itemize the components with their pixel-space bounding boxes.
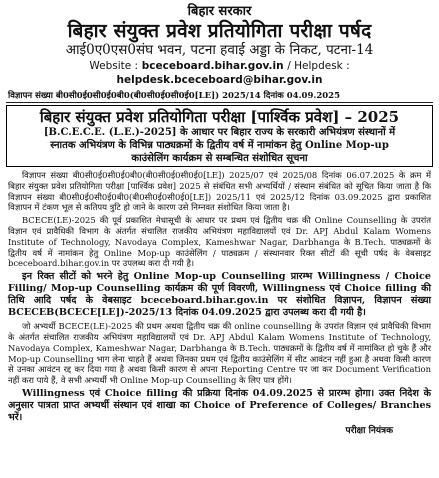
helpdesk-label: / Helpdesk : <box>287 60 350 72</box>
notice-body <box>6 170 433 424</box>
paragraph-4: जो अभ्यर्थी BCECE(LE)-2025 की प्रथम अथवा द्वितीय चक्र की online counselling के उपरांत विज्ञान एवं प्रावैधिकी विभाग के अंतर्गत संचालित राजकीय अभियंत्रण महाविद्यालयों एवं Dr. APJ Abdul Kalam Womens Institute of Technology, Navodaya Complex, Kameshwar Nagar, Darbhanga के B.Tech. पाठ्यक्रमों के द्वितीय वर्ष में नामांकित हो चुके हैं और Mop-up Counselling भाग लेना चाहते हैं अथवा जिनका प्रथम एवं द्वितीय काउंसेलिंग में सीट आवंटन नहीं हुआ है अथवा किसी कारण से उनका आवंटन रद्द कर दिया गया है अथवा किसी कारण से अपना Reporting Centre पर जा कर Document Verification नहीं करा पाये हैं, वे सभी अभ्यर्थी भी Online Mop-up Counselling के लिए पात्र होंगे। <box>8 321 431 386</box>
reference-line <box>6 90 433 103</box>
reference-number: विज्ञापन संख्या बी0सी0ई0सी0ई0बी0(बी0सी0ई0सी0ई0[LE]) 2025/14 दिनांक 04.09.2025 <box>8 91 341 101</box>
notice-title: बिहार संयुक्त प्रवेश प्रतियोगिता परीक्षा [पार्श्विक प्रवेश] – 2025 <box>39 108 400 126</box>
helpdesk-email[interactable]: helpdesk.bceceboard@bihar.gov.in <box>116 74 323 86</box>
paragraph-5: Willingness एवं Choice filling की प्रक्रिया दिनांक 04.09.2025 से प्रारम्भ होगा। उक्त निदेश के अनुसार पात्रता प्राप्त अभ्यर्थी संस्थान एवं शाखा का Choice of Preference of Colleges/ Branches भरें। <box>8 387 431 423</box>
notice-subtitle-1: [B.C.E.C.E. (L.E.)-2025] के आधार पर बिहार राज्य के सरकारी अभियंत्रण संस्थानों में <box>43 127 396 138</box>
contact-line <box>6 59 433 87</box>
board-address: आई0ए0एस0संघ भवन, पटना हवाई अड्डा के निकट, पटना-14 <box>65 42 374 58</box>
paragraph-2: BCECE(LE)-2025 की पूर्व प्रकाशित मेधासूची के आधार पर प्रथम एवं द्वितीय चक्र की Online Counselling के उपरांत विज्ञान एवं प्रावैधिकी विभाग के अंतर्गत संचालित राजकीय अभियंत्रण महाविद्यालयों एवं Dr. APJ Abdul Kalam Womens Institute of Technology, Navodaya Complex, Kameshwar Nagar, Darbhanga के B.Tech. पाठ्यक्रमों के द्वितीय वर्ष में नामांकन हेतु Online Mop-up काउंसेलिंग / पाठ्यक्रम / संस्थानवार रिक्त सीटों की सूची पर्षद के वेबसाइट bceceboard.bihar.gov.in पर उपलब्ध करा दी गयी है। <box>8 215 431 269</box>
website-link[interactable]: bceceboard.bihar.gov.in <box>141 60 284 72</box>
board-name: बिहार संयुक्त प्रवेश प्रतियोगिता परीक्षा पर्षद <box>67 20 372 42</box>
notice-title-box <box>6 105 433 167</box>
signature-controller: परीक्षा नियंत्रक <box>345 425 393 436</box>
govt-label: बिहार सरकार <box>187 4 252 19</box>
notice-subtitle-3: काउंसेलिंग कार्यक्रम से सम्बन्धित संशोधित सूचना <box>131 153 308 164</box>
paragraph-3: इन रिक्त सीटों को भरने हेतु Online Mop-up Counselling प्रारम्भ Willingness / Choice Filling/ Mop-up Counselling कार्यक्रम की पूर्ण विवरणी, Willingness एवं Choice filling की तिथि आदि पर्षद के वेबसाइट bceceboard.bihar.gov.in पर संशोधित विज्ञापन, विज्ञापन संख्या BCECEB(BCECE[LE])-2025/13 दिनांक 04.09.2025 द्वारा उपलब्ध करा दी गयी है। <box>8 271 431 319</box>
paragraph-1: विज्ञापन संख्या बी0सी0ई0सी0ई0बी0(बी0सी0ई0सी0ई0[LE]) 2025/07 एवं 2025/08 दिनांक 06.07.2025 के क्रम में बिहार संयुक्त प्रवेश प्रतियोगिता परीक्षा [पार्श्विक प्रवेश] 2025 से संबंधित सभी अभ्यर्थियों / संस्थान संबंधित को सूचित किया जाता है कि विज्ञापन संख्या बी0सी0ई0सी0ई0बी0(बी0सी0ई0सी0ई0[LE]) 2025/11 एवं 2025/12 दिनांक 03.09.2025 द्वारा प्रकाशित विज्ञापन में टंकण भूल से कतिपय त्रुटि हो जाने के कारण उसे निम्नवत संशोधित किया जाता है। <box>8 170 431 213</box>
notice-subtitle-2: स्नातक अभियंत्रण के विभिन्न पाठ्यक्रमों के द्वितीय वर्ष में नामांकन हेतु Online Mop-up <box>50 140 389 151</box>
website-label: Website : <box>89 60 139 72</box>
